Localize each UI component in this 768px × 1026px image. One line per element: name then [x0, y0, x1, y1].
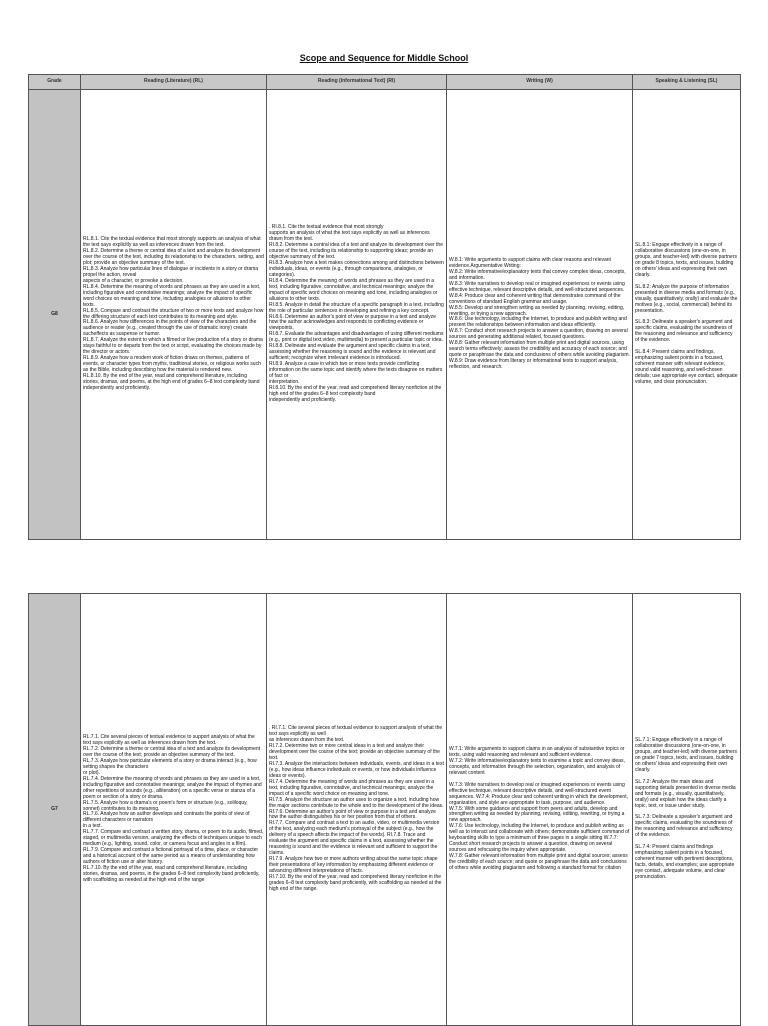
sl-cell — [633, 594, 741, 1026]
ri-cell — [267, 594, 447, 1026]
rl-cell — [81, 594, 267, 1026]
table-row — [29, 90, 741, 540]
w-cell — [447, 594, 633, 1026]
header-speaking-listening: Speaking & Listening (SL) — [633, 75, 741, 90]
header-writing: Writing (W) — [447, 75, 633, 90]
w-standards-text: W.7.1: Write arguments to support claims in an analysis of substantive topics or texts, using valid reasoning and relevant and sufficient evidence. W.7.2: Write informative/explanatory texts to examine a topic and convey ideas, concepts, and information through the selection, organization, and analysis of relevant content W.7.3: Write narratives to develop real or imagined experiences or events using effective technique, relevant descriptive details, and well-structured event sequences. W.7.4: Produce clear and coherent writing in which the development, organization, and style are appropriate to task, purpose, and audience. W.7.5: With some guidance and support from peers and adults, develop and strengthen writing as needed by planning, revising, editing, rewriting, or trying a new approach. W.7.6: Use technology, including the Internet, to produce and publish writing as well as to interact and collaborate with others; demonstrate sufficient command of keyboarding skills to type a minimum of three pages in a single sitting W.7.7: Conduct short research projects to answer a question, drawing on several sources and refocusing the inquiry when appropriate. W.7.8: Gather relevant information from multiple print and digital sources; assess the credibility of each source; and quote or paraphrase the data and conclusions of others while avoiding plagiarism and following a standard format for citation — [449, 745, 630, 872]
ri-standards-text: . RI.7.1. Cite several pieces of textual evidence to support analysis of what the text says explicitly as well as inferences drawn from the text. RI.7.2. Determine two or more central ideas in a text and analyze their development over the course of the text; provide an objective summary of the text. RI.7.3. Analyze the interactions between individuals, events, and ideas in a text (e.g., how ideas influence individuals or events, or how individuals influence ideas or events). RI.7.4. Determine the meaning of words and phrases as they are used in a text, including figurative, connotative, and technical meanings; analyze the impact of a specific word choice on meaning and tone. RI.7.5. Analyze the structure an author uses to organize a text, including how the major sections contribute to the whole and to the development of the ideas. RI.7.6. Determine an author's point of view or purpose in a text and analyze how the author distinguishes his or her position from that of others. RI.7.7. Compare and contrast a text to an audio, video, or multimedia version of the text, analyzing each medium's portrayal of the subject (e.g., how the delivery of a speech affects the impact of the words). RI.7.8. Trace and evaluate the argument and specific claims in a text, assessing whether the reasoning is sound and the evidence is relevant and sufficient to support the claims. RI.7.9. Analyze how two or more authors writing about the same topic shape their presentations of key information by emphasizing different evidence or advancing different interpretations of facts. RI.7.10. By the end of the year, read and comprehend literary nonfiction in the grades 6–8 text complexity band proficiently, with scaffolding as needed at the high end of the range. — [269, 725, 444, 892]
rl-standards-text: RL.7.1. Cite several pieces of textual evidence to support analysis of what the text says explicitly as well as inferences drawn from the text. RL.7.2. Determine a theme or central idea of a text and analyze its development over the course of the text; provide an objective summary of the text. RL.7.3. Analyze how particular elements of a story or drama interact (e.g., how setting shapes the characters or plot). RL.7.4. Determine the meaning of words and phrases as they are used in a text, including figurative and connotative meanings; analyze the impact of rhymes and other repetitions of sounds (e.g., alliteration) on a specific verse or stanza of a poem or section of a story or drama. RL.7.5. Analyze how a drama's or poem's form or structure (e.g., soliloquy, sonnet) contributes to its meaning. RL.7.6. Analyze how an author develops and contrasts the points of view of different characters or narrators in a text. RL.7.7. Compare and contrast a written story, drama, or poem to its audio, filmed, staged, or multimedia version, analyzing the effects of techniques unique to each medium (e.g., lighting, sound, color, or camera focus and angles in a film). RL.7.9. Compare and contrast a fictional portrayal of a time, place, or character and a historical account of the same period as a means of understanding how authors of fiction use or alter history. RL.7.10. By the end of the year, read and comprehend literature, including stories, dramas, and poems, in the grades 6–8 text complexity band proficiently, with scaffolding as needed at the high end of the range — [83, 734, 264, 883]
table-row — [29, 594, 741, 1026]
ri-standards-text: . RI.8.1. Cite the textual evidence that most strongly supports an analysis of what the text says explicitly as well as inferences drawn from the text. RI.8.2. Determine a central idea of a text and analyze its development over the course of the text, including its relationship to supporting ideas; provide an objective summary of the text. RI.8.3. Analyze how a text makes connections among and distinctions between individuals, ideas, or events (e.g., through comparisons, analogies, or categories). RI.8.4. Determine the meaning of words and phrases as they are used in a text, including figurative, connotative, and technical meanings; analyze the impact of specific word choices on meaning and tone, including analogies or allusions to other texts. RI.8.5. Analyze in detail the structure of a specific paragraph in a text, including the role of particular sentences in developing and refining a key concept. RI.8.6. Determine an author's point of view or purpose in a text and analyze how the author acknowledges and responds to conflicting evidence or viewpoints. RI.8.7. Evaluate the advantages and disadvantages of using different mediums (e.g., print or digital text,video, multimedia) to present a particular topic or idea. RI.8.8. Delineate and evaluate the argument and specific claims in a text, assessing whether the reasoning is sound and the evidence is relevant and sufficient; recognize when irrelevant evidence is introduced. RI.8.9. Analyze a case in which two or more texts provide conflicting information on the same topic and identify where the texts disagree on matters of fact or interpretation. RI.8.10. By the end of the year, read and comprehend literary nonfiction at the high end of the grades 6–8 text complexity band independently and proficiently. — [269, 224, 444, 403]
header-grade: Grade — [29, 75, 81, 90]
ri-cell — [267, 90, 447, 540]
w-cell — [447, 90, 633, 540]
header-reading-literature: Reading (Literature) (RL) — [81, 75, 267, 90]
document-title: Scope and Sequence for Middle School — [299, 53, 469, 63]
grade-cell: G8 — [29, 90, 81, 540]
scope-table-grade-7 — [28, 593, 741, 1026]
grade-cell: G7 — [29, 594, 81, 1026]
sl-standards-text: SL.8.1: Engage effectively in a range of collaborative discussions (one-on-one, in groups, and teacher-led) with diverse partners on grade 8 topics, texts, and issues, building on others' ideas and expressing their own clearly. SL.8.2: Analyze the purpose of information presented in diverse media and formats (e.g., visually, quantitatively, orally) and evaluate the motives (e.g., social, commercial) behind its presentation. SL.8.3: Delineate a speaker's argument and specific claims, evaluating the soundness of the reasoning and relevance and sufficiency of the evidence. SL.8.4: Present claims and findings, emphasizing salient points in a focused, coherent manner with relevant evidence, sound valid reasoning, and well-chosen details; use appropriate eye contact, adequate volume, and clear pronunciation. — [635, 242, 738, 385]
sl-standards-text: SL.7.1: Engage effectively in a range of collaborative discussions (one-on-one, in groups, and teacher-led) with diverse partners on grade 7 topics, texts, and issues, building on others' ideas and expressing their own clearly. SL.7.2: Analyze the main ideas and supporting details presented in diverse media and formats (e.g., visually, quantitatively, orally) and explain how the ideas clarify a topic, text, or issue under study. SL.7.3: Delineate a speaker's argument and specific claims, evaluating the soundness of the reasoning and relevance and sufficiency of the evidence. SL.7.4: Present claims and findings emphasizing salient points in a focused, coherent manner with pertinent descriptions, facts, details, and examples; use appropriate eye contact, adequate volume, and clear pronunciation. — [635, 737, 737, 880]
header-reading-informational: Reading (Informational Text) (RI) — [267, 75, 447, 90]
w-standards-text: W.8.1: Write arguments to support claims with clear reasons and relevant evidence.Argumentative Writing: W.8.2: Write informative/explanatory texts that convey complex ideas, concepts, and information. W.8.3: Write narratives to develop real or imagined experiences or events using effective technique, relevant descriptive details, and well-structured sequences. W.8.4: Produce clear and coherent writing that demonstrates command of the conventions of standard English grammar and usage. W.8.5: Develop and strengthen writing as needed by planning, revising, editing, rewriting, or trying a new approach. W.8.6: Use technology, including the Internet, to produce and publish writing and present the relationships between information and ideas efficiently. W.8.7: Conduct short research projects to answer a question, drawing on several sources and generating additional related, focused questions. W.8.8: Gather relevant information from multiple print and digital sources, using search terms effectively; assess the credibility and accuracy of each source; and quote or paraphrase the data and conclusions of others while avoiding plagiarism. W.8.9: Draw evidence from literary or informational texts to support analysis, reflection, and research. — [449, 256, 630, 371]
scope-table-grade-8 — [28, 74, 741, 540]
sl-cell — [633, 90, 741, 540]
table-header-row — [29, 75, 741, 90]
rl-cell — [81, 90, 267, 540]
rl-standards-text: RL.8.1. Cite the textual evidence that most strongly supports an analysis of what the text says explicitly as well as inferences drawn from the text. RL.8.2. Determine a theme or central idea of a text and analyze its development over the course of the text, including its relationship to the characters, setting, and plot; provide an objective summary of the text. RL.8.3. Analyze how particular lines of dialogue or incidents in a story or drama propel the action, reveal aspects of a character, or provoke a decision. RL.8.4. Determine the meaning of words and phrases as they are used in a text, including figurative and connotative meanings; analyze the impact of specific word choices on meaning and tone, including analogies or allusions to other texts. RL.8.5. Compare and contrast the structure of two or more texts and analyze how the differing structure of each text contributes to its meaning and style. RL.8.6. Analyze how differences in the points of view of the characters and the audience or reader (e.g., created through the use of dramatic irony) create sucheffects as suspense or humor. RL.8.7. Analyze the extent to which a filmed or live production of a story or drama stays faithful to or departs from the text or script, evaluating the choices made by the director or actors. RL.8.9. Analyze how a modern work of fiction draws on themes, patterns of events, or character types from myths, traditional stories, or religious works such as the Bible, including describing how the material is rendered new. RL.8.10. By the end of the year, read and comprehend literature, including stories, dramas, and poems, at the high end of grades 6–8 text complexity band independently and proficiently. — [83, 236, 264, 391]
